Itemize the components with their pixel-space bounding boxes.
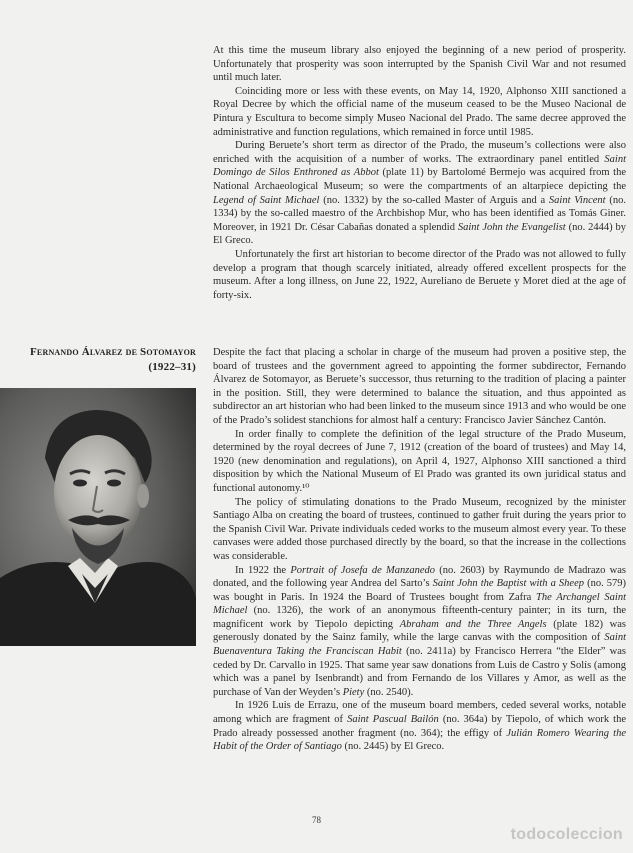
paragraph-royal-decree: Coinciding more or less with these events, on May 14, 1920, Alphonso XIII sanctioned a Royal Decree by which the official name of the museum ceased to be the Museo Nacional de Pintura y Escultura to become simply Museo Nacional del Prado. The same decree approved the administrative and function regulations, which remained in force until 1985. bbox=[213, 85, 626, 138]
page-number: 78 bbox=[312, 815, 321, 825]
paragraph-donations-1926: In 1926 Luis de Errazu, one of the museum board members, ceded several works, notable among which are fragment of Saint Pascual Bailón (no. 364a) by Tiepolo, of which work the Prado already possessed another fragment (no. 364); the effigy of Julián Romero Wearing the Habit of the Order of Santiago (no. 2445) by El Greco. bbox=[213, 700, 626, 753]
watermark-logo: todocoleccion bbox=[510, 826, 623, 843]
caption-dates: (1922–31) bbox=[148, 361, 196, 373]
paragraph-acquisitions: During Beruete’s short term as director of the Prado, the museum’s collections were also enriched with the acquisition of a number of works. The extraordinary panel entitled Saint Domingo de Silos Enthroned as Abbot (plate 11) by Bartolomé Bermejo was acquired from the National Archaeological Museum; so were the compartments of an altarpiece depicting the Legend of Saint Michael (no. 1332) by the so-called Master of Arguis and a Saint Vincent (no. 1334) by the so-called maestro of the Archbishop Mur, who has been identified as Tomás Giner. Moreover, in 1921 Dr. César Cabañas donated a splendid Saint John the Evangelist (no. 2444) by El Greco. bbox=[213, 140, 626, 247]
caption-name: Fernando Álvarez de Sotomayor bbox=[30, 346, 196, 358]
paragraph-sotomayor: Despite the fact that placing a scholar in charge of the museum had proven a positive step, the board of trustees and the government agreed to appointing the former subdirector, Fernando Álvarez de Sotomayor, as Beruete’s successor, thus returning to the tradition of placing a painter in the position. Still, they were determined to balance the situation, and thus appointed as subdirector an art historian who had been linked to the museum since 1913 and who would be one of the Prado’s solidest stanchions for almost half a century: Francisco Javier Sánchez Cantón. bbox=[213, 347, 626, 426]
paragraph-beruete-death: Unfortunately the first art historian to become director of the Prado was not allowed to fully develop a program that though scarcely initiated, already offered excellent prospects for the museum. After a long illness, on June 22, 1922, Aureliano de Beruete y Moret died at the age of forty-six. bbox=[213, 248, 626, 301]
paragraph-donations-policy: The policy of stimulating donations to the Prado Museum, recognized by the minister Santiago Alba on creating the board of trustees, continued to gather fruit during the years prior to the Spanish Civil War. Private individuals ceded works to the museum almost every year. To these canvases were added those purchased directly by the board, so that the increase in the collections was considerable. bbox=[213, 496, 626, 562]
paragraph-library: At this time the museum library also enjoyed the beginning of a new period of prosperity. Unfortunately that prosperity was soon interrupted by the Spanish Civil War and not resumed until much later. bbox=[213, 45, 626, 84]
portrait-caption bbox=[0, 345, 196, 375]
portrait-photo bbox=[0, 388, 196, 646]
text-column-bottom bbox=[213, 346, 626, 754]
paragraph-donations-1922: In 1922 the Portrait of Josefa de Manzanedo (no. 2603) by Raymundo de Madrazo was donated, and the following year Andrea del Sarto’s Saint John the Baptist with a Sheep (no. 579) was bought in Paris. In 1924 the Board of Trustees bought from Zafra The Archangel Saint Michael (no. 1326), the work of an anonymous fifteenth-century painter; in its turn, the magnificent work by Tiepolo depicting Abraham and the Three Angels (plate 182) was generously donated by the Sainz family, while the large canvas with the composition of Saint Buenaventura Taking the Franciscan Habit (no. 2411a) by Francisco Herrera “the Elder” was ceded by Dr. Carvallo in 1925. That same year saw donations from Luis de Castro y Solís (among which was a panel by Isenbrandt) and from Fernando de los Villares y Amor, as well as the purchase of Van der Weyden’s Piety (no. 2540). bbox=[213, 564, 627, 698]
text-column-top bbox=[213, 44, 626, 302]
paragraph-legal-structure: In order finally to complete the definition of the legal structure of the Prado Museum, determined by the royal decrees of June 7, 1912 (creation of the board of trustees) and May 14, 1920 (new denomination and regulations), on April 4, 1927, Alphonso XIII sanctioned a third disposition by which the National Museum of El Prado was granted its own juridical status and functional autonomy.¹⁰ bbox=[213, 428, 626, 494]
